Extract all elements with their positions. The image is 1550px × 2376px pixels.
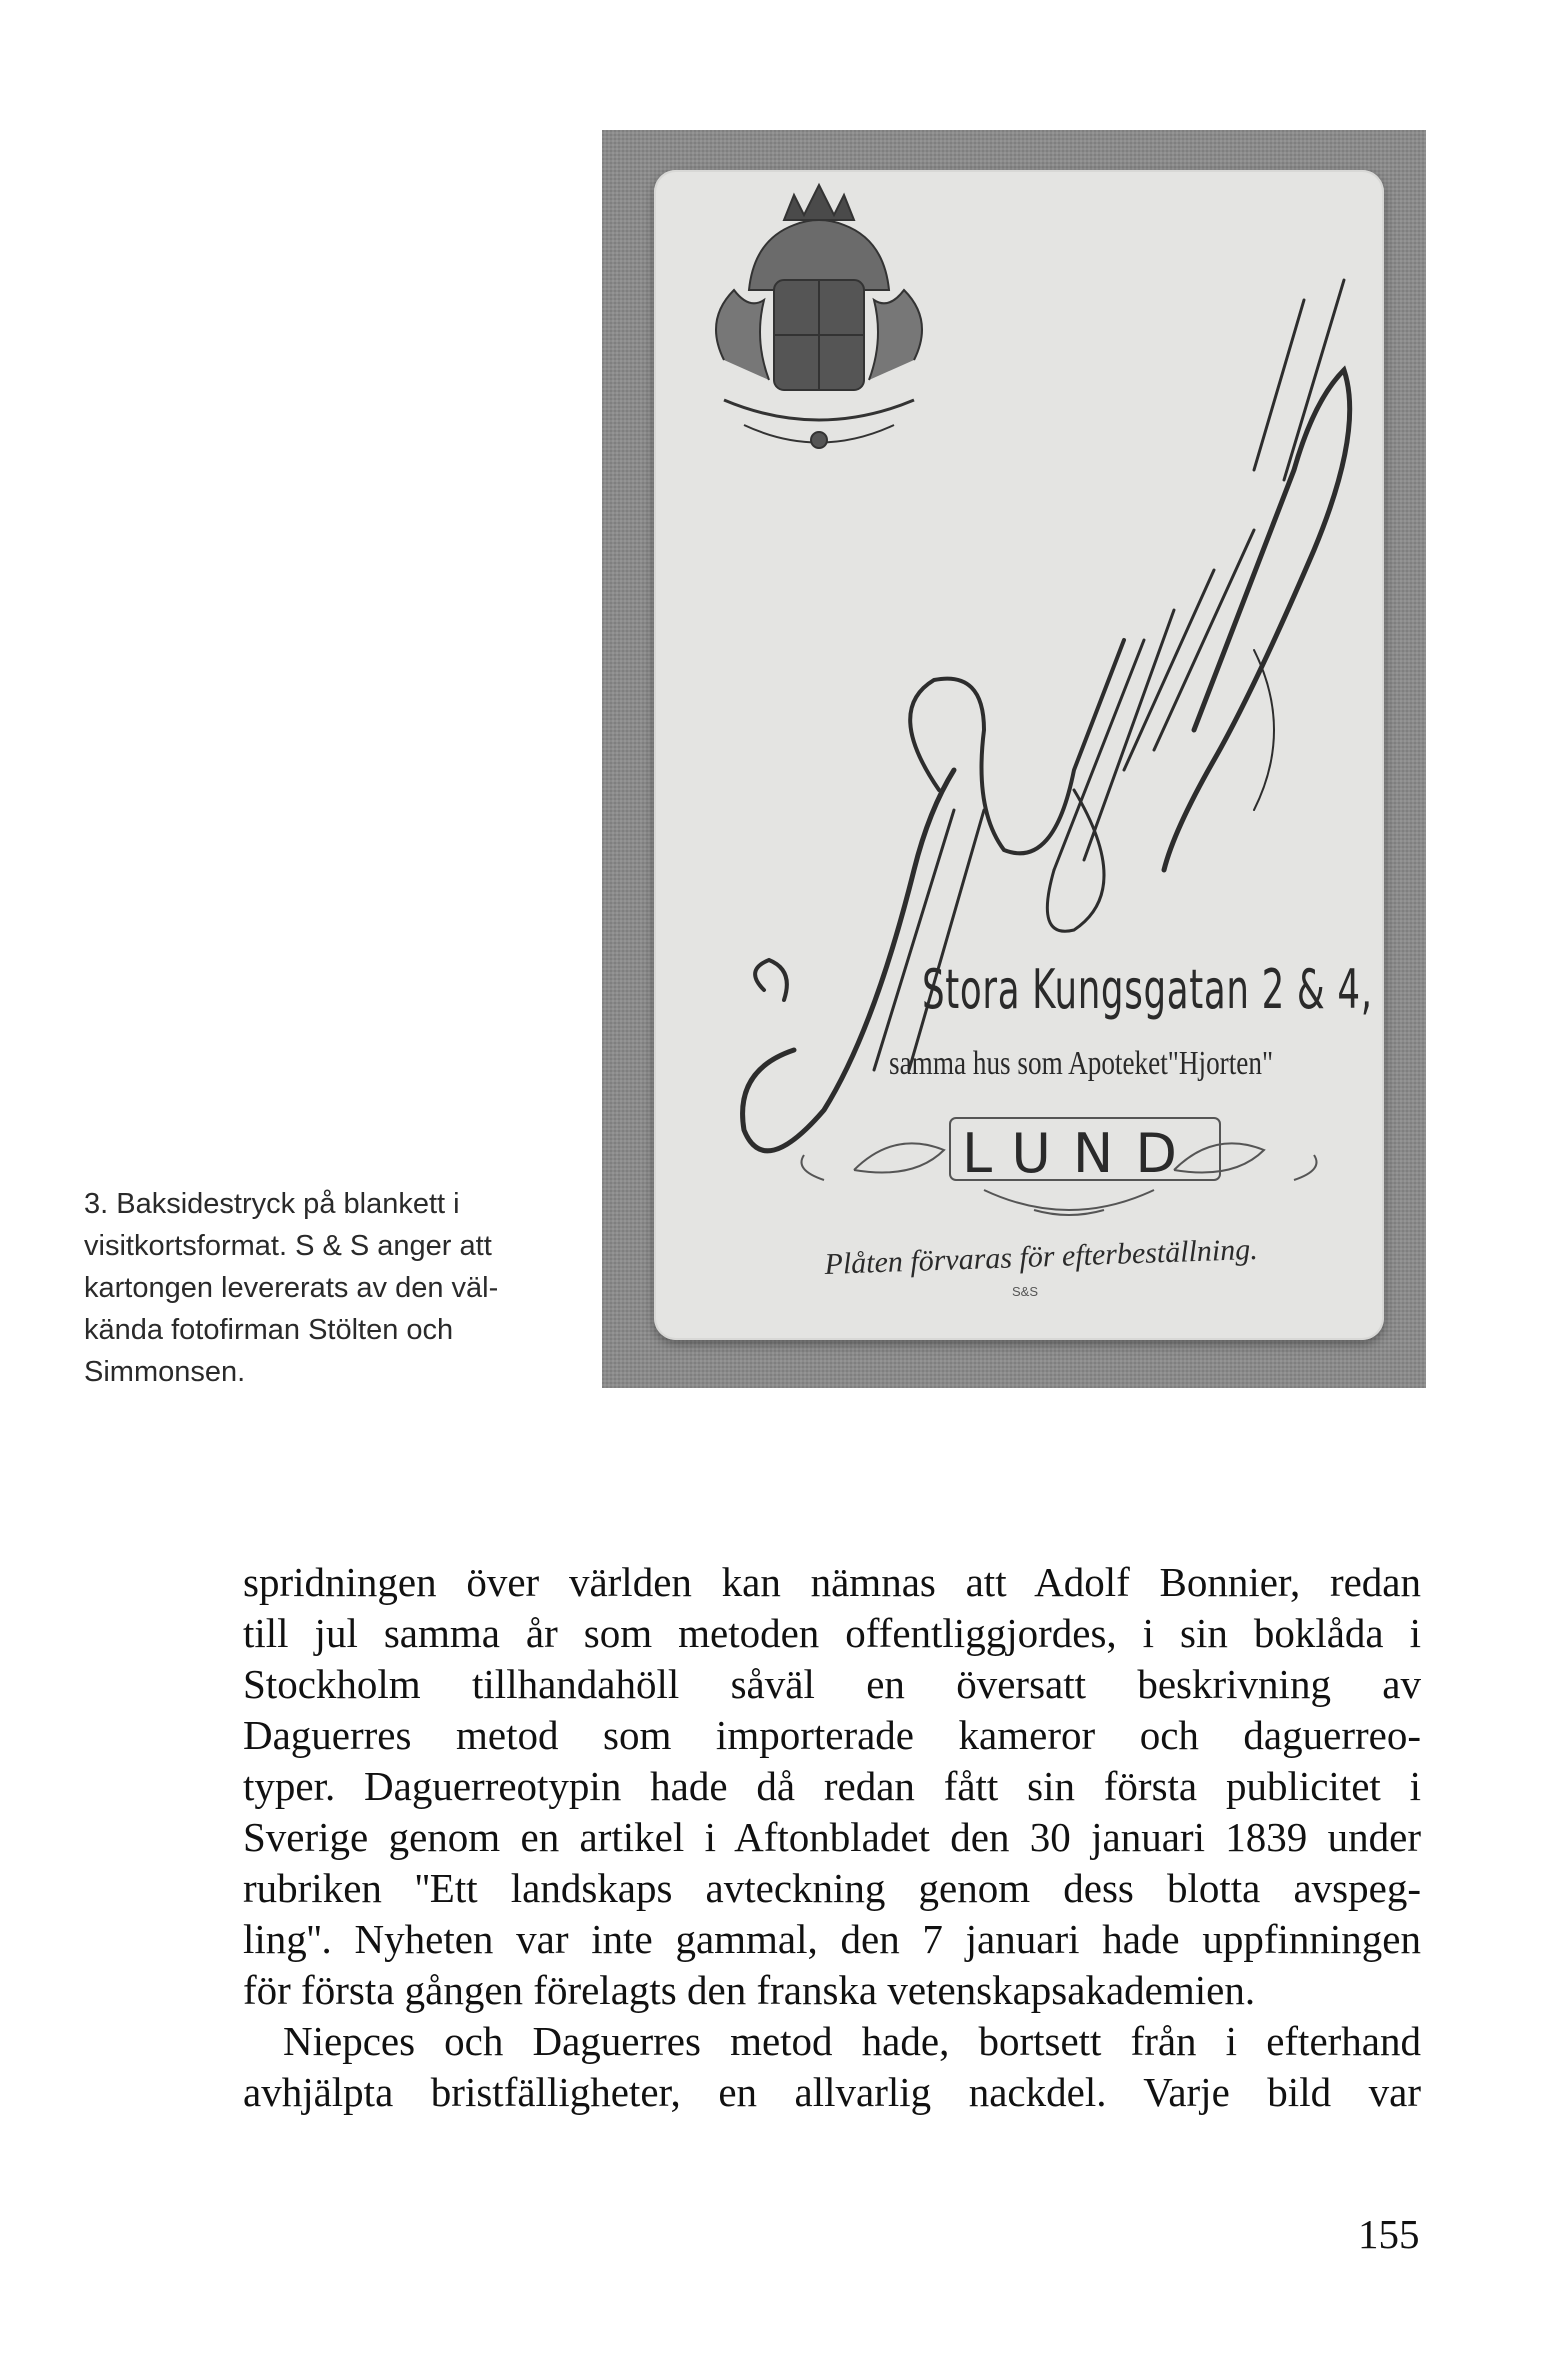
card-city: LUND — [962, 1122, 1199, 1185]
card-address-line2: samma hus som Apoteket"Hjorten" — [889, 1045, 1274, 1082]
paragraph-2 — [243, 2016, 1421, 2118]
coat-of-arms-icon — [716, 185, 922, 448]
text-line: rubriken ''Ett landskaps avteckning genom dess blotta avspeg- — [243, 1865, 1421, 1911]
text-line: Niepces och Daguerres metod hade, bortsett från i efterhand — [283, 2018, 1421, 2064]
caption-line: 3. Baksidestryck på blankett i — [84, 1188, 460, 1220]
text-line: Stockholm tillhandahöll såväl en översatt beskrivning av — [243, 1661, 1421, 1707]
text-line: avhjälpta bristfälligheter, en allvarlig nackdel. Varje bild var — [243, 2069, 1421, 2115]
text-line: spridningen över världen kan nämnas att Adolf Bonnier, redan — [243, 1559, 1421, 1605]
text-line: Sverige genom en artikel i Aftonbladet den 30 januari 1839 under — [243, 1814, 1421, 1860]
text-line: Daguerres metod som importerade kameror och daguerreo- — [243, 1712, 1421, 1758]
page-number: 155 — [1358, 2211, 1420, 2257]
caption-line: kartongen levererats av den väl- — [84, 1272, 499, 1304]
caption-line: Simmonsen. — [84, 1356, 246, 1388]
text-line: för första gången förelagts den franska vetenskapsakademien. — [243, 1967, 1256, 2013]
card-printer-mark: S&S — [1012, 1284, 1039, 1299]
caption-line: visitkortsformat. S & S anger att — [84, 1230, 492, 1262]
text-line: till jul samma år som metoden offentliggjordes, i sin boklåda i — [243, 1610, 1421, 1656]
caption-line: kända fotofirman Stölten och — [84, 1314, 454, 1346]
text-line: ling''. Nyheten var inte gammal, den 7 januari hade uppfinningen — [243, 1916, 1421, 1962]
photograph — [602, 130, 1426, 1388]
card-address-line1: Stora Kungsgatan 2 & 4, — [922, 958, 1373, 1021]
card-back — [654, 170, 1384, 1340]
figure-caption — [84, 1183, 584, 1393]
paragraph-1 — [243, 1557, 1421, 2016]
body-text — [243, 1557, 1421, 2118]
card-note: Plåten förvaras för efterbeställning. — [824, 1232, 1259, 1281]
text-line: typer. Daguerreotypin hade då redan fått sin första publicitet i — [243, 1763, 1421, 1809]
